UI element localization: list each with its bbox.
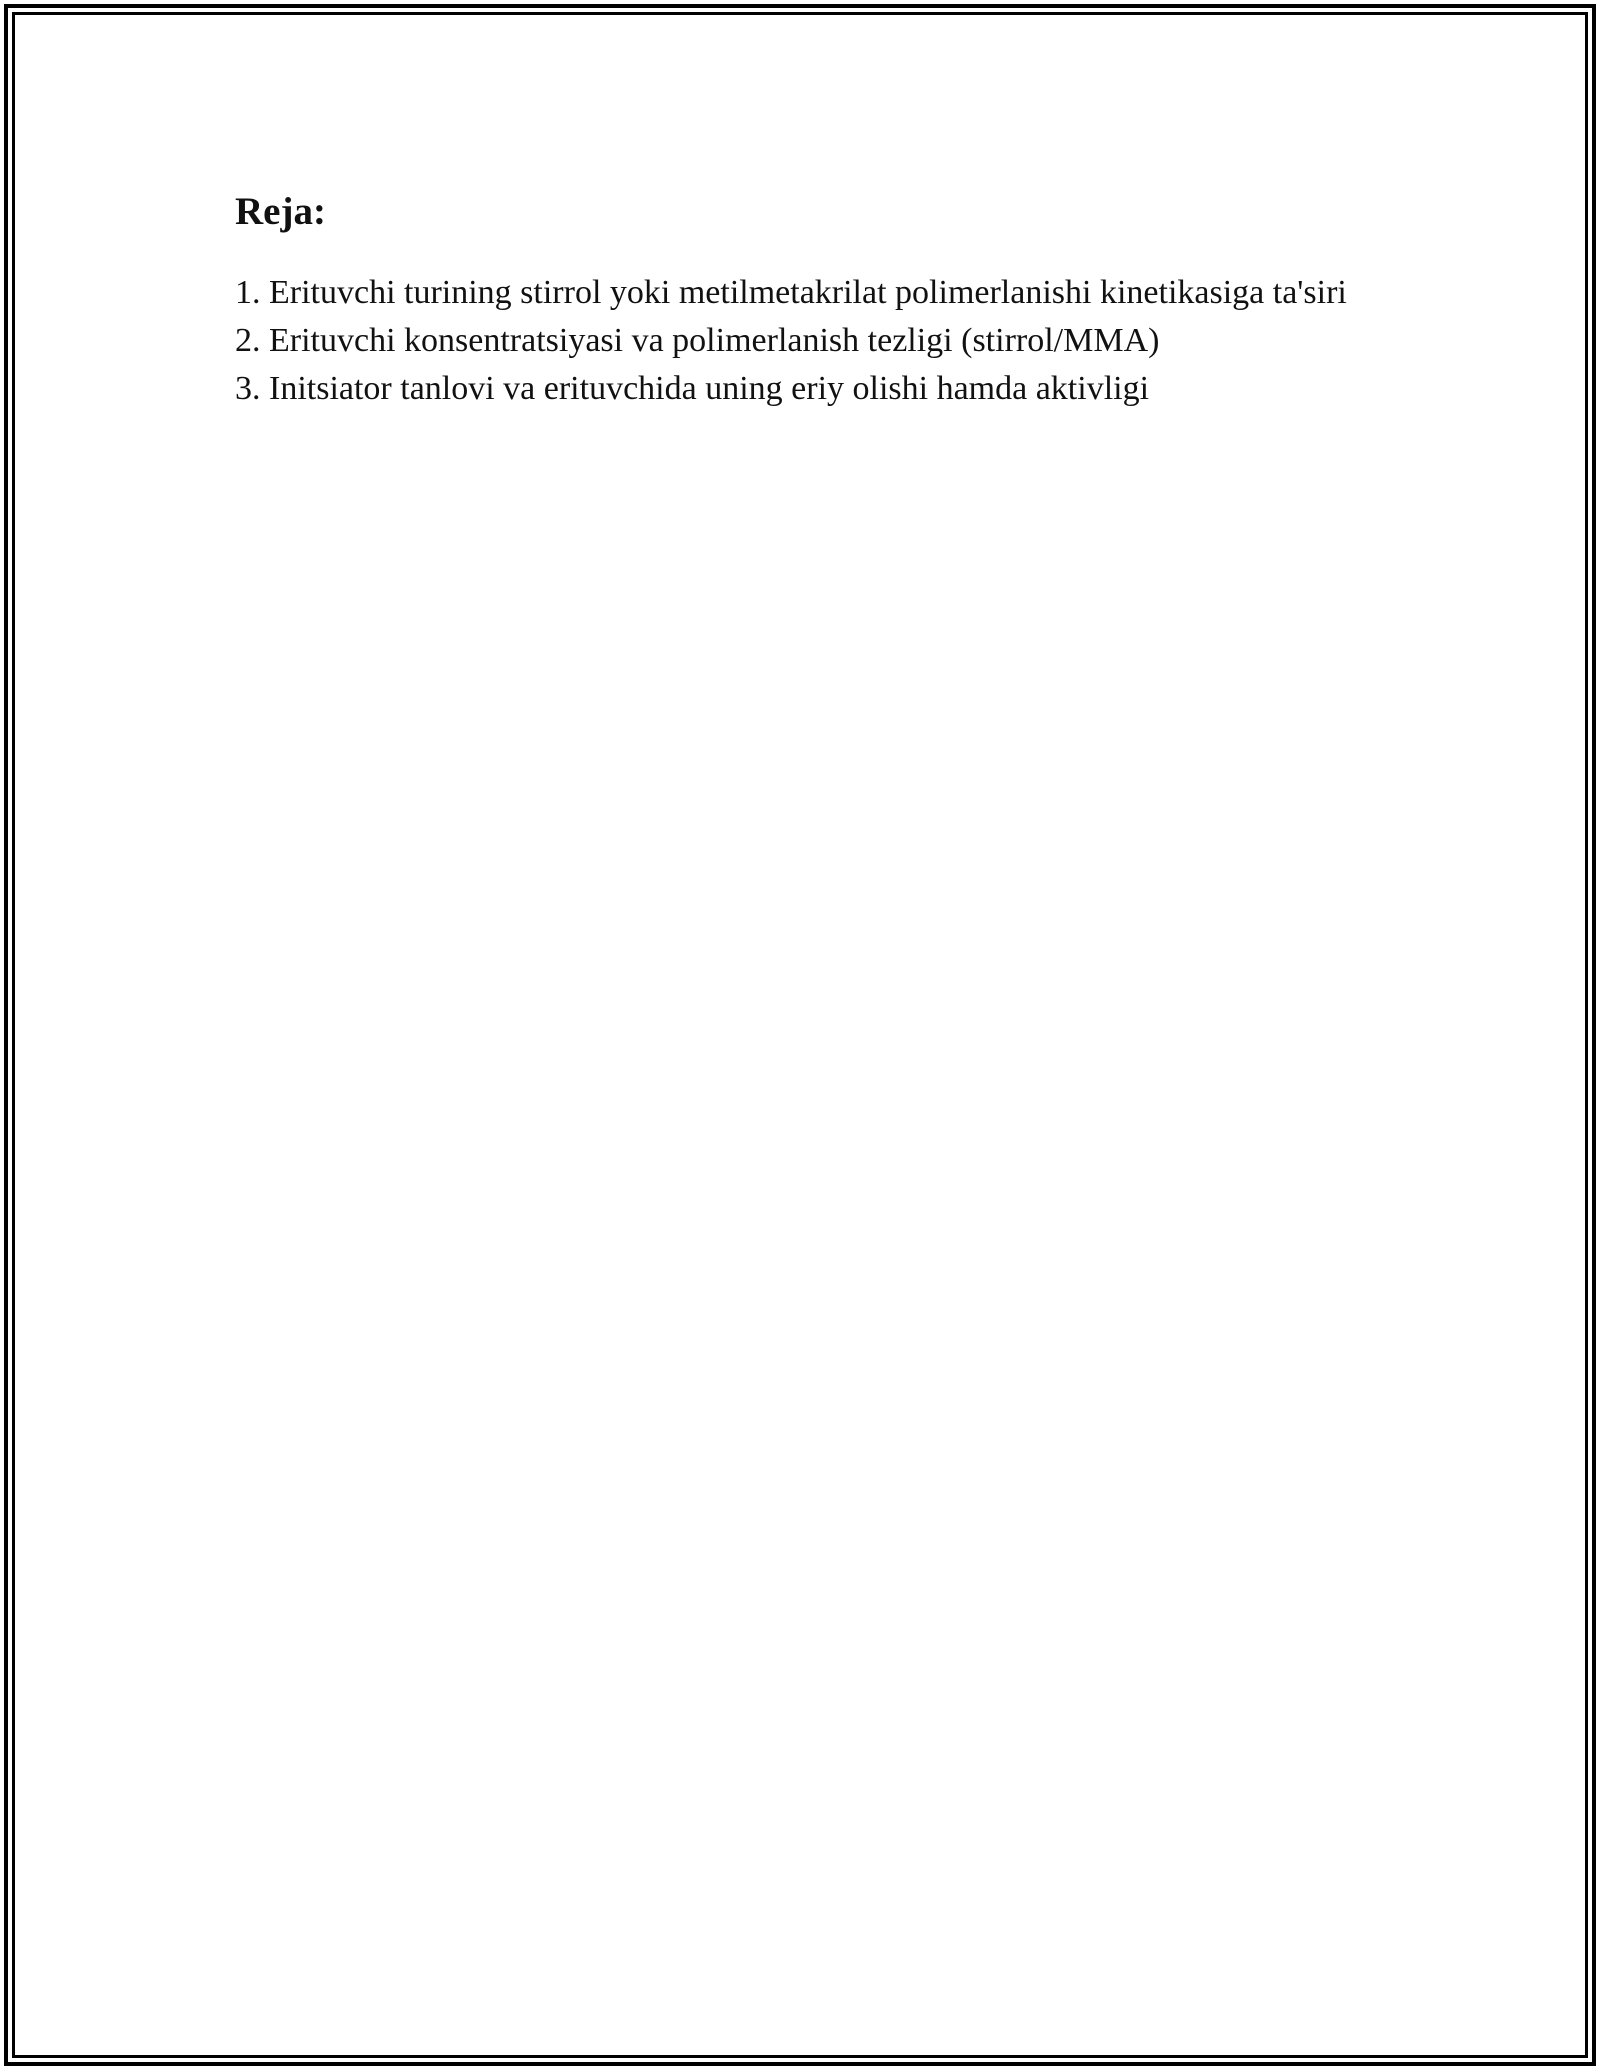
plan-item: 3. Initsiator tanlovi va erituvchida uning eriy olishi hamda aktivligi	[235, 370, 1150, 407]
plan-item: 2. Erituvchi konsentratsiyasi va polimerlanish tezligi (stirrol/MMA)	[235, 322, 1160, 359]
plan-item: 1. Erituvchi turining stirrol yoki metilmetakrilat polimerlanishi kinetikasiga ta'siri	[235, 274, 1347, 311]
plan-heading: Reja:	[235, 190, 326, 233]
plan-list	[235, 269, 1365, 413]
document-body	[235, 185, 1365, 413]
